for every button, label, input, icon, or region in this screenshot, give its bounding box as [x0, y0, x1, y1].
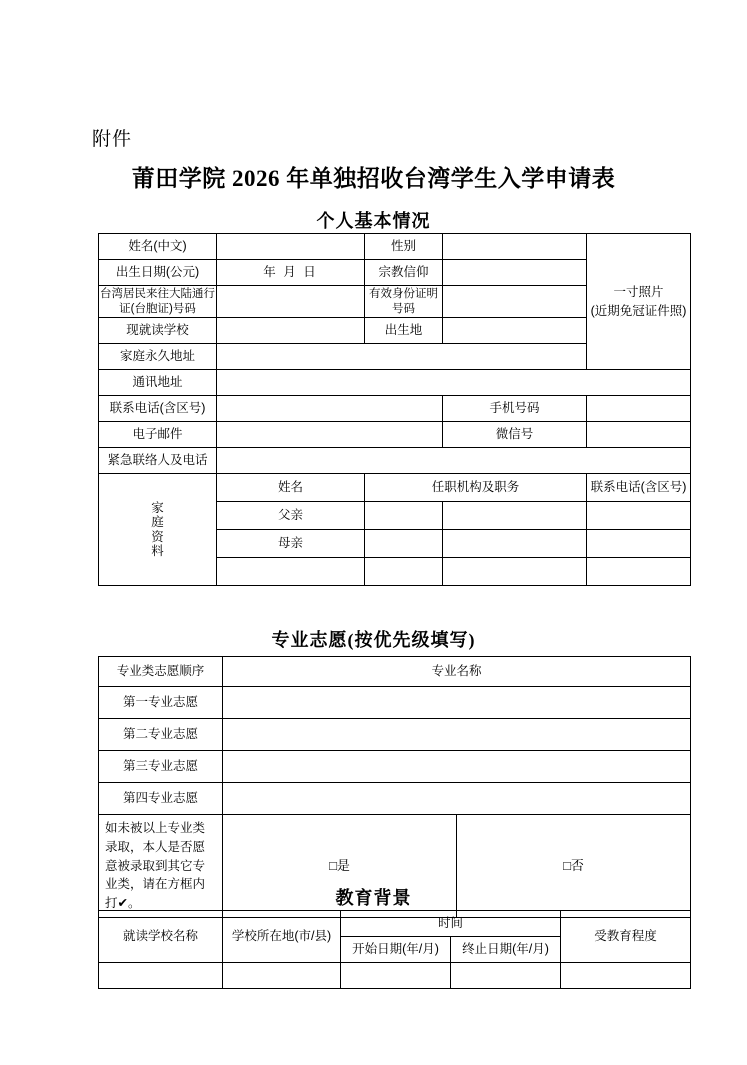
- field-other-relation[interactable]: [217, 558, 365, 586]
- field-school-name[interactable]: [99, 963, 223, 989]
- field-wechat[interactable]: [587, 422, 691, 448]
- field-degree[interactable]: [561, 963, 691, 989]
- field-father-phone[interactable]: [587, 502, 691, 530]
- field-school-location[interactable]: [223, 963, 341, 989]
- page-title: 莆田学院 2026 年单独招收台湾学生入学申请表: [131, 166, 616, 191]
- section-title-basic-info: 个人基本情况: [316, 211, 431, 231]
- field-other-name[interactable]: [365, 558, 443, 586]
- label-wechat: 微信号: [443, 422, 587, 448]
- label-major-choice-1: 第一专业志愿: [99, 687, 223, 719]
- field-birth-place[interactable]: [443, 318, 587, 344]
- field-mother-phone[interactable]: [587, 530, 691, 558]
- header-family-name: 姓名: [217, 474, 365, 502]
- family-info-char-4: 料: [151, 543, 164, 558]
- basic-info-table: [98, 233, 691, 586]
- table-row: [99, 751, 691, 783]
- label-family-info: [99, 474, 217, 586]
- field-gender[interactable]: [443, 234, 587, 260]
- header-end-date: 终止日期(年/月): [451, 937, 561, 963]
- field-major-choice-3[interactable]: [223, 751, 691, 783]
- label-mobile: 手机号码: [443, 396, 587, 422]
- family-info-char-2: 庭: [151, 515, 164, 530]
- table-row: [99, 422, 691, 448]
- label-permanent-address: 家庭永久地址: [99, 344, 217, 370]
- major-transfer-note: 如未被以上专业类录取，本人是否愿意被录取到其它专业类，请在方框内打✔。: [99, 815, 223, 918]
- table-row: [99, 234, 691, 260]
- field-current-school[interactable]: [217, 318, 365, 344]
- header-start-date: 开始日期(年/月): [341, 937, 451, 963]
- label-email: 电子邮件: [99, 422, 217, 448]
- label-emergency-contact: 紧急联络人及电话: [99, 448, 217, 474]
- header-major-order: 专业类志愿顺序: [99, 657, 223, 687]
- field-start-date[interactable]: [341, 963, 451, 989]
- label-name-cn: 姓名(中文): [99, 234, 217, 260]
- label-major-choice-4: 第四专业志愿: [99, 783, 223, 815]
- field-birth-date[interactable]: 年 月 日: [217, 260, 365, 286]
- table-row: [99, 911, 691, 937]
- table-row: [99, 448, 691, 474]
- label-current-school: 现就读学校: [99, 318, 217, 344]
- header-degree: 受教育程度: [561, 911, 691, 963]
- table-row: [99, 396, 691, 422]
- field-mother-org[interactable]: [443, 530, 587, 558]
- label-phone: 联系电话(含区号): [99, 396, 217, 422]
- label-mother: 母亲: [217, 530, 365, 558]
- field-name-cn[interactable]: [217, 234, 365, 260]
- header-major-name: 专业名称: [223, 657, 691, 687]
- field-other-org[interactable]: [443, 558, 587, 586]
- field-father-org[interactable]: [443, 502, 587, 530]
- table-row: [99, 719, 691, 751]
- checkbox-transfer-no[interactable]: □否: [457, 815, 691, 918]
- field-mailing-address[interactable]: [217, 370, 691, 396]
- label-id-number: 有效身份证明号码: [365, 286, 443, 318]
- attachment-label: 附件: [92, 129, 133, 150]
- header-family-org-position: 任职机构及职务: [365, 474, 587, 502]
- table-row: [99, 474, 691, 502]
- label-birth-place: 出生地: [365, 318, 443, 344]
- section-title-major-preference: 专业志愿(按优先级填写): [271, 630, 476, 650]
- field-religion[interactable]: [443, 260, 587, 286]
- header-time: 时间: [341, 911, 561, 937]
- major-preference-table: [98, 656, 691, 918]
- checkbox-transfer-yes[interactable]: □是: [223, 815, 457, 918]
- label-mailing-address: 通讯地址: [99, 370, 217, 396]
- family-info-char-3: 资: [151, 529, 164, 544]
- header-school-location: 学校所在地(市/县): [223, 911, 341, 963]
- table-row: [99, 687, 691, 719]
- table-row: [99, 963, 691, 989]
- field-taiwan-permit[interactable]: [217, 286, 365, 318]
- header-family-phone: 联系电话(含区号): [587, 474, 691, 502]
- label-major-choice-2: 第二专业志愿: [99, 719, 223, 751]
- field-major-choice-1[interactable]: [223, 687, 691, 719]
- table-row: [99, 783, 691, 815]
- field-mother-name[interactable]: [365, 530, 443, 558]
- field-major-choice-4[interactable]: [223, 783, 691, 815]
- field-permanent-address[interactable]: [217, 344, 587, 370]
- label-gender: 性别: [365, 234, 443, 260]
- photo-note-line1: 一寸照片: [613, 284, 664, 299]
- label-birth-date: 出生日期(公元): [99, 260, 217, 286]
- label-religion: 宗教信仰: [365, 260, 443, 286]
- field-emergency-contact[interactable]: [217, 448, 691, 474]
- section-title-education-background: 教育背景: [335, 888, 412, 908]
- field-end-date[interactable]: [451, 963, 561, 989]
- header-school-name: 就读学校名称: [99, 911, 223, 963]
- label-major-choice-3: 第三专业志愿: [99, 751, 223, 783]
- field-major-choice-2[interactable]: [223, 719, 691, 751]
- field-mobile[interactable]: [587, 396, 691, 422]
- label-taiwan-permit: 台湾居民来往大陆通行证(台胞证)号码: [99, 286, 217, 318]
- field-phone[interactable]: [217, 396, 443, 422]
- field-id-number[interactable]: [443, 286, 587, 318]
- education-background-table: [98, 910, 691, 989]
- table-row: [99, 657, 691, 687]
- table-row: [99, 370, 691, 396]
- photo-note-line2: (近期免冠证件照): [590, 303, 687, 318]
- field-father-name[interactable]: [365, 502, 443, 530]
- field-other-phone[interactable]: [587, 558, 691, 586]
- field-email[interactable]: [217, 422, 443, 448]
- label-father: 父亲: [217, 502, 365, 530]
- family-info-char-1: 家: [151, 500, 164, 515]
- photo-placeholder: [587, 234, 691, 370]
